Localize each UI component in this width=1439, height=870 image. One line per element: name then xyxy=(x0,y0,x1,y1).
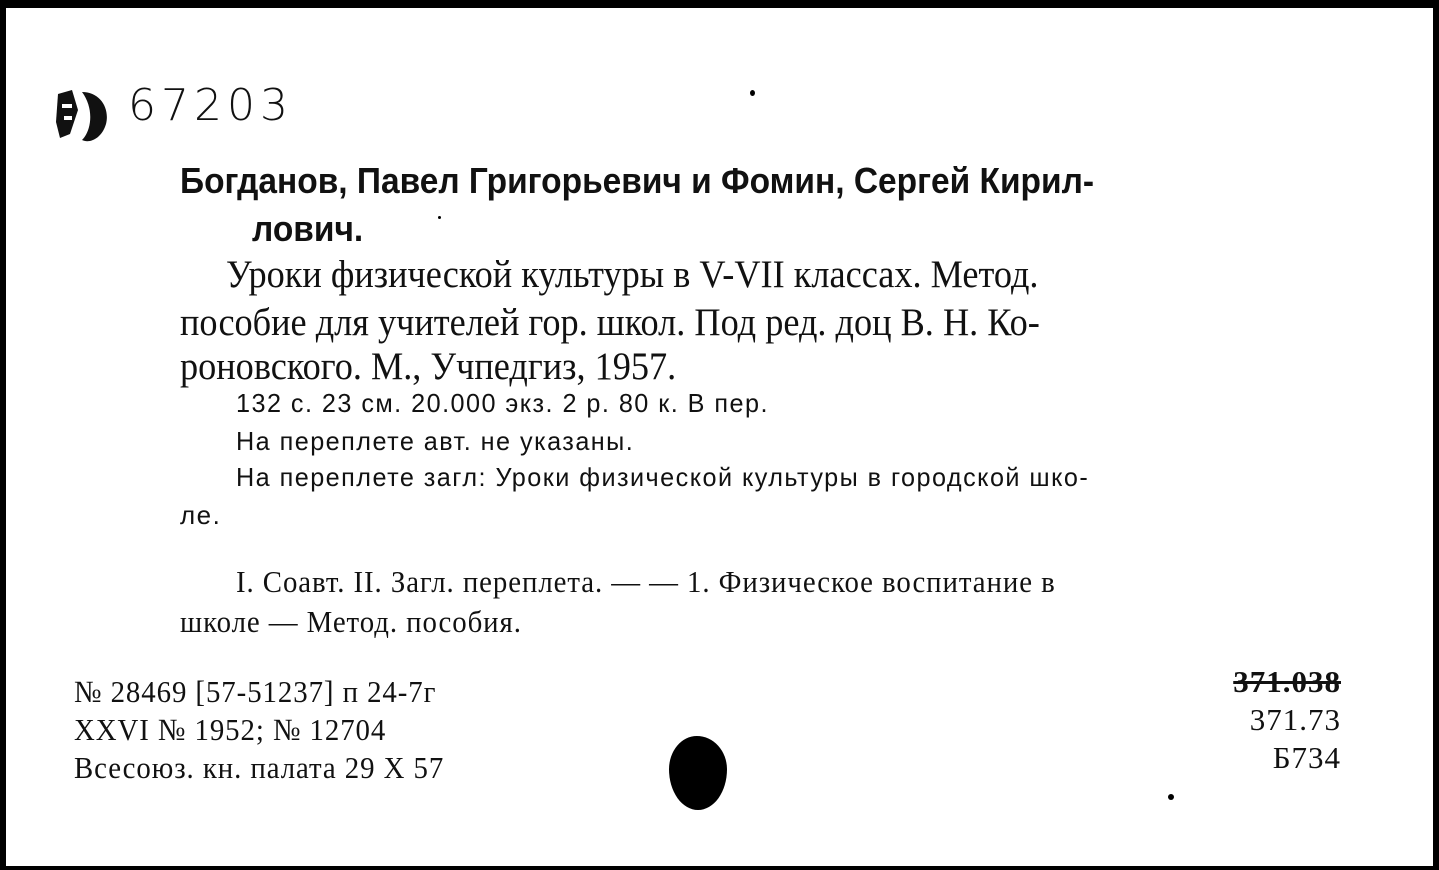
speck xyxy=(438,216,441,219)
library-stamp-icon xyxy=(52,82,114,148)
title-line3: роновского. М., Учпедгиз, 1957. xyxy=(180,345,677,388)
old-class-number: 371.038 xyxy=(1233,664,1341,699)
class-number: 371.73 xyxy=(1249,702,1341,737)
title-line1: Уроки физической культуры в V-VII классах. Метод. xyxy=(226,253,1039,296)
author-heading-line2: лович. xyxy=(252,208,364,249)
punch-hole xyxy=(669,736,727,810)
author-heading-line1: Богданов, Павел Григорьевич и Фомин, Сергей Кирил- xyxy=(180,160,1094,201)
speck xyxy=(1168,794,1174,800)
details-line2: На переплете авт. не указаны. xyxy=(236,426,635,456)
accession-number: 67203 xyxy=(128,80,293,131)
registry-line1: № 28469 [57-51237] п 24-7г xyxy=(74,674,437,709)
registry-line3: Всесоюз. кн. палата 29 X 57 xyxy=(74,750,445,785)
speck xyxy=(750,90,755,96)
registry-line2: XXVI № 1952; № 12704 xyxy=(74,712,387,747)
details-line1: 132 с. 23 см. 20.000 экз. 2 р. 80 к. В пер. xyxy=(236,388,769,418)
cutter-number: Б734 xyxy=(1272,740,1341,775)
title-line2: пособие для учителей гор. школ. Под ред. доц В. Н. Ко- xyxy=(180,301,1040,344)
details-line4: ле. xyxy=(180,500,222,530)
details-line3: На переплете загл: Уроки физической культуры в городской шко- xyxy=(236,462,1090,492)
tracings-line2: школе — Метод. пособия. xyxy=(180,604,522,639)
tracings-line1: I. Соавт. II. Загл. переплета. — — 1. Физическое воспитание в xyxy=(236,564,1056,599)
